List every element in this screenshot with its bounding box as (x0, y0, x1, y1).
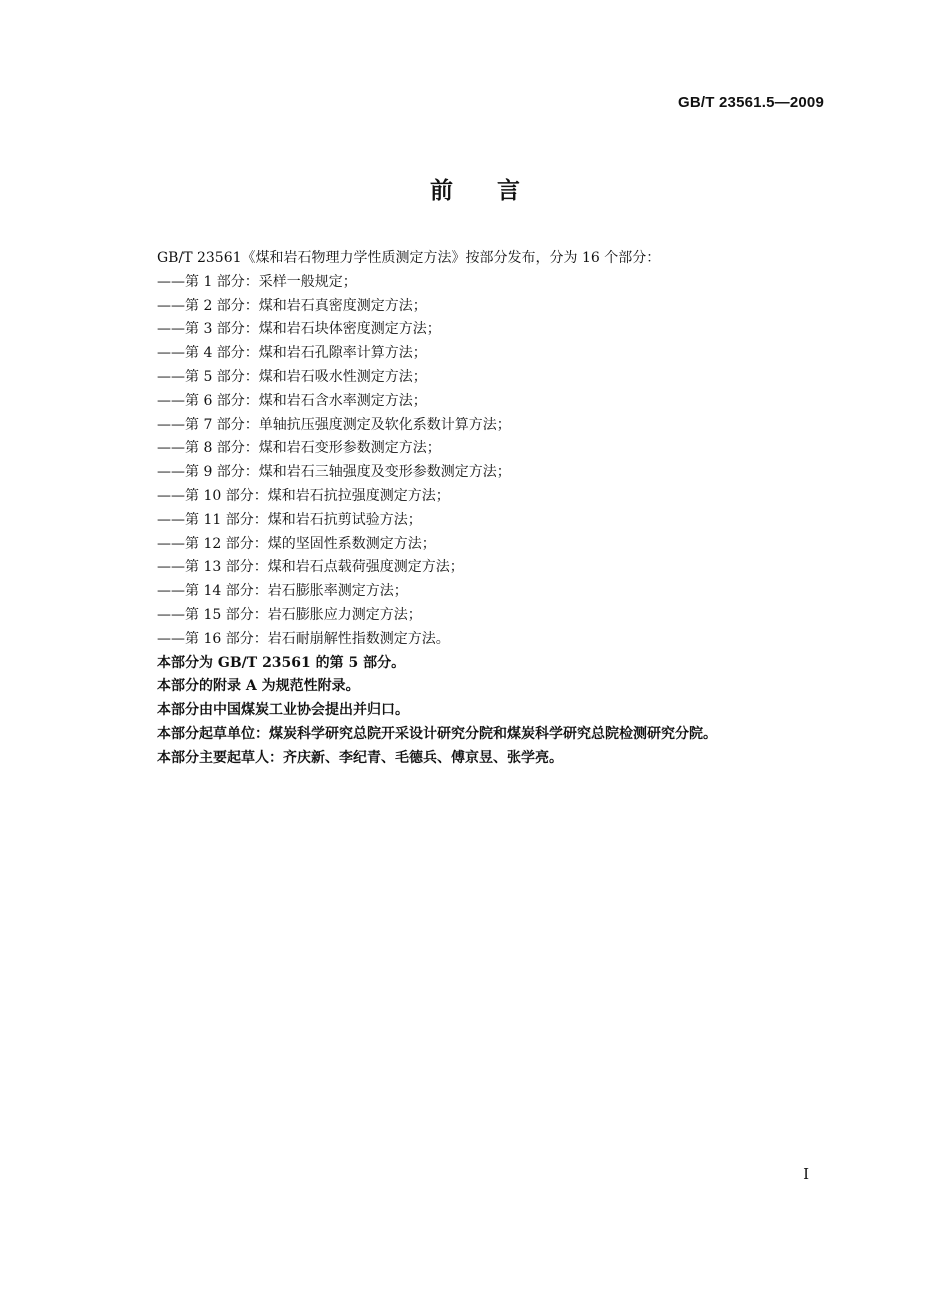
list-item: ——第 8 部分：煤和岩石变形参数测定方法； (157, 440, 441, 457)
list-item: ——第 16 部分：岩石耐崩解性指数测定方法。 (157, 630, 450, 647)
intro-paragraph: GB/T 23561《煤和岩石物理力学性质测定方法》按部分发布，分为 16 个部分： (157, 250, 661, 266)
list-item: ——第 15 部分：岩石膨胀应力测定方法； (157, 606, 422, 623)
statement-proposer: 本部分由中国煤炭工业协会提出并归口。 (157, 702, 409, 719)
list-item: ——第 12 部分：煤的坚固性系数测定方法； (157, 535, 436, 552)
standard-number: GB/T 23561.5—2009 (678, 94, 824, 111)
page-title: 前言 (430, 178, 564, 204)
list-item: ——第 9 部分：煤和岩石三轴强度及变形参数测定方法； (157, 464, 511, 481)
list-item: ——第 2 部分：煤和岩石真密度测定方法； (157, 297, 427, 314)
list-item: ——第 14 部分：岩石膨胀率测定方法； (157, 583, 408, 600)
list-item: ——第 13 部分：煤和岩石点载荷强度测定方法； (157, 559, 464, 576)
list-item: ——第 3 部分：煤和岩石块体密度测定方法； (157, 321, 441, 338)
statement-drafting-units: 本部分起草单位：煤炭科学研究总院开采设计研究分院和煤炭科学研究总院检测研究分院。 (157, 725, 717, 742)
list-item: ——第 5 部分：煤和岩石吸水性测定方法； (157, 368, 427, 385)
list-item: ——第 4 部分：煤和岩石孔隙率计算方法； (157, 345, 427, 362)
list-item: ——第 6 部分：煤和岩石含水率测定方法； (157, 392, 427, 409)
statement-appendix: 本部分的附录 A 为规范性附录。 (157, 678, 360, 695)
statement-drafters: 本部分主要起草人：齐庆新、李纪青、毛德兵、傅京昱、张学亮。 (157, 749, 563, 766)
list-item: ——第 10 部分：煤和岩石抗拉强度测定方法； (157, 487, 450, 504)
page-number: I (803, 1165, 809, 1183)
statement-part-number: 本部分为 GB/T 23561 的第 5 部分。 (157, 654, 406, 671)
list-item: ——第 7 部分：单轴抗压强度测定及软化系数计算方法； (157, 416, 511, 433)
document-body (157, 247, 837, 771)
list-item: ——第 11 部分：煤和岩石抗剪试验方法； (157, 511, 422, 528)
list-item: ——第 1 部分：采样一般规定； (157, 273, 357, 290)
